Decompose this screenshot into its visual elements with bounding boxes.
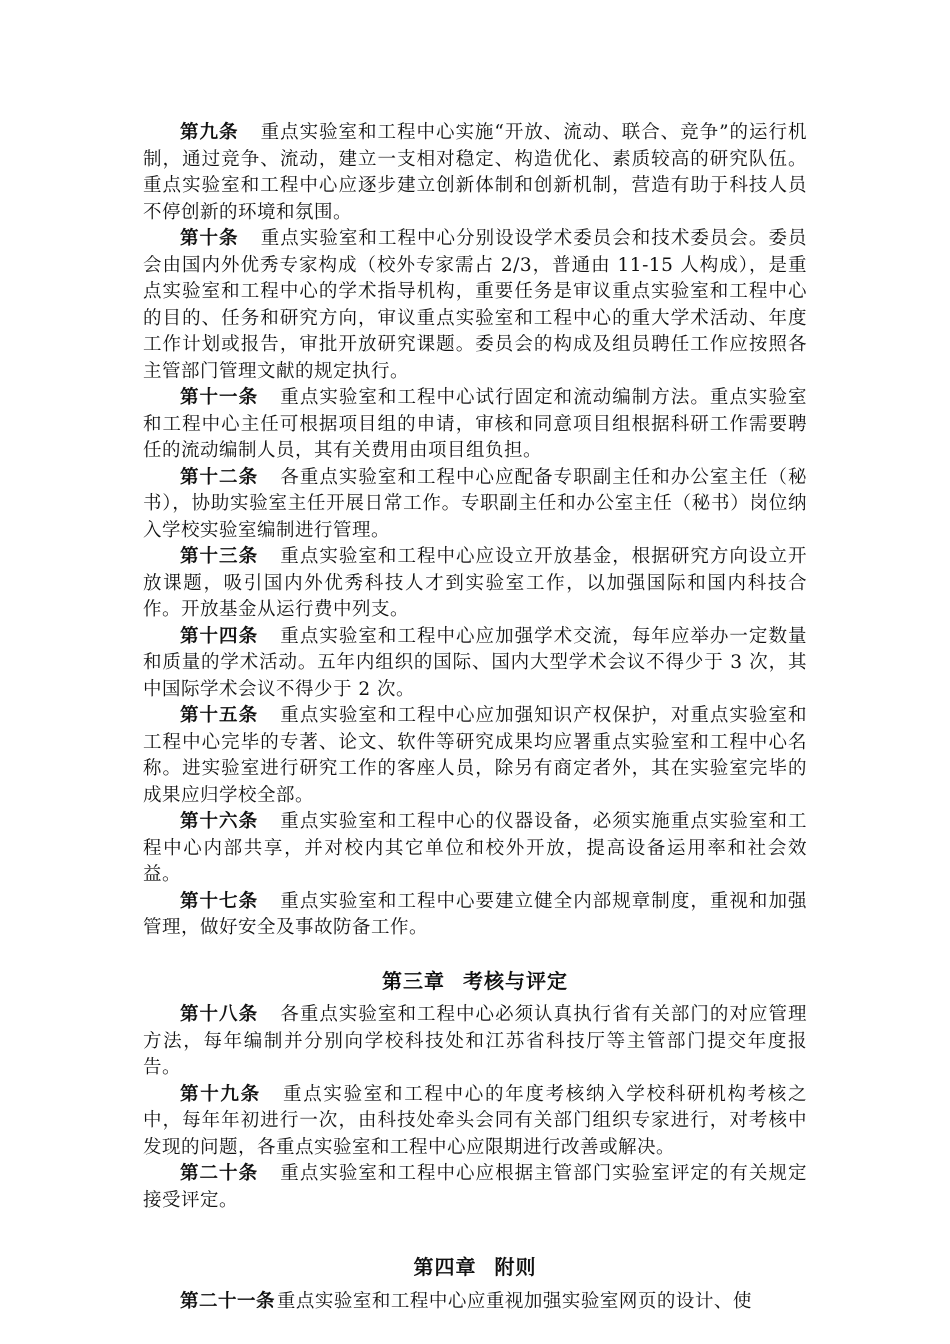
article-label: 第十一条 <box>180 387 259 408</box>
article-text: 重点实验室和工程中心应根据主管部门实验室评定的有关规定接受评定。 <box>143 1163 807 1211</box>
article-21 <box>143 1289 807 1316</box>
article-text: 各重点实验室和工程中心应配备专职副主任和办公室主任（秘书），协助实验室主任开展日常工作。专职副主任和办公室主任（秘书）岗位纳入学校实验室编制进行管理。 <box>143 466 807 541</box>
document-body <box>143 120 807 1315</box>
article-text: 重点实验室和工程中心的仪器设备，必须实施重点实验室和工程中心内部共享，并对校内其它单位和校外开放，提高设备运用率和社会效益。 <box>143 811 807 885</box>
article-label: 第二十一条 <box>180 1290 276 1312</box>
article-9 <box>143 120 807 226</box>
article-text: 重点实验室和工程中心试行固定和流动编制方法。重点实验室和工程中心主任可根据项目组的申请，审核和同意项目组根据科研工作需要聘任的流动编制人员，其有关费用由项目组负担。 <box>143 387 807 461</box>
article-20 <box>143 1161 807 1214</box>
article-text: 重点实验室和工程中心的年度考核纳入学校科研机构考核之中，每年年初进行一次，由科技处牵头会同有关部门组织专家进行，对考核中发现的问题，各重点实验室和工程中心应限期进行改善或解决。 <box>143 1083 807 1158</box>
article-label: 第十三条 <box>180 546 259 567</box>
article-18 <box>143 1002 807 1082</box>
article-16 <box>143 809 807 889</box>
article-13 <box>143 544 807 624</box>
article-11 <box>143 385 807 465</box>
chapter-number: 第四章 <box>413 1255 477 1279</box>
article-label: 第十条 <box>180 228 239 249</box>
article-12 <box>143 465 807 545</box>
article-10 <box>143 226 807 385</box>
article-17 <box>143 889 807 942</box>
article-text: 重点实验室和工程中心应设立开放基金，根据研究方向设立开放课题，吸引国内外优秀科技人才到实验室工作，以加强国际和国内科技合作。开放基金从运行费中列支。 <box>143 546 807 620</box>
article-label: 第十七条 <box>180 890 259 912</box>
chapter-title: 附则 <box>494 1255 537 1279</box>
article-text: 各重点实验室和工程中心必须认真执行省有关部门的对应管理方法，每年编制并分别向学校科技处和江苏省科技厅等主管部门提交年度报告。 <box>143 1004 807 1078</box>
article-text: 重点实验室和工程中心应加强学术交流，每年应举办一定数量和质量的学术活动。五年内组织的国际、国内大型学术会议不得少于 3 次，其中国际学术会议不得少于 2 次。 <box>143 625 807 700</box>
article-label: 第十五条 <box>180 705 259 726</box>
article-label: 第十四条 <box>180 625 259 647</box>
article-label: 第二十条 <box>180 1163 259 1184</box>
chapter-number: 第三章 <box>382 968 445 993</box>
article-label: 第十八条 <box>180 1004 259 1025</box>
article-15 <box>143 703 807 809</box>
article-text: 重点实验室和工程中心应重视加强实验室网页的设计、使 <box>276 1290 752 1312</box>
article-label: 第十二条 <box>180 466 259 488</box>
chapter-heading-4 <box>143 1254 807 1281</box>
article-label: 第十九条 <box>180 1083 261 1105</box>
article-text: 重点实验室和工程中心实施“开放、流动、联合、竞争”的运行机制，通过竞争、流动，建立一支相对稳定、构造优化、素质较高的研究队伍。重点实验室和工程中心应逐步建立创新体制和创新机制，营造有助于科技人员不停创新的环境和氛围。 <box>143 122 807 223</box>
article-text: 重点实验室和工程中心应加强知识产权保护，对重点实验室和工程中心完毕的专著、论文、软件等研究成果均应署重点实验室和工程中心名称。进实验室进行研究工作的客座人员，除另有商定者外，其在实验室完毕的成果应归学校全部。 <box>143 705 807 806</box>
article-label: 第九条 <box>180 122 239 143</box>
article-text: 重点实验室和工程中心要建立健全内部规章制度，重视和加强管理，做好安全及事故防备工作。 <box>143 890 807 938</box>
article-text: 重点实验室和工程中心分别设设学术委员会和技术委员会。委员会由国内外优秀专家构成（校外专家需占 2/3，普通由 11-15 人构成），是重点实验室和工程中心的学术指导机构，重要任务是审议重点实验室和工程中心的目的、任务和研究方向，审议重点实验室和工程中心的重大学术活动、年度工作计划或报告，审批开放研究课题。委员会的构成及组员聘任工作应按照各主管部门管理文献的规定执行。 <box>143 228 807 382</box>
chapter-title: 考核与评定 <box>463 968 568 993</box>
article-14 <box>143 624 807 704</box>
article-label: 第十六条 <box>180 811 259 832</box>
chapter-heading-3 <box>143 968 807 995</box>
article-19 <box>143 1082 807 1162</box>
